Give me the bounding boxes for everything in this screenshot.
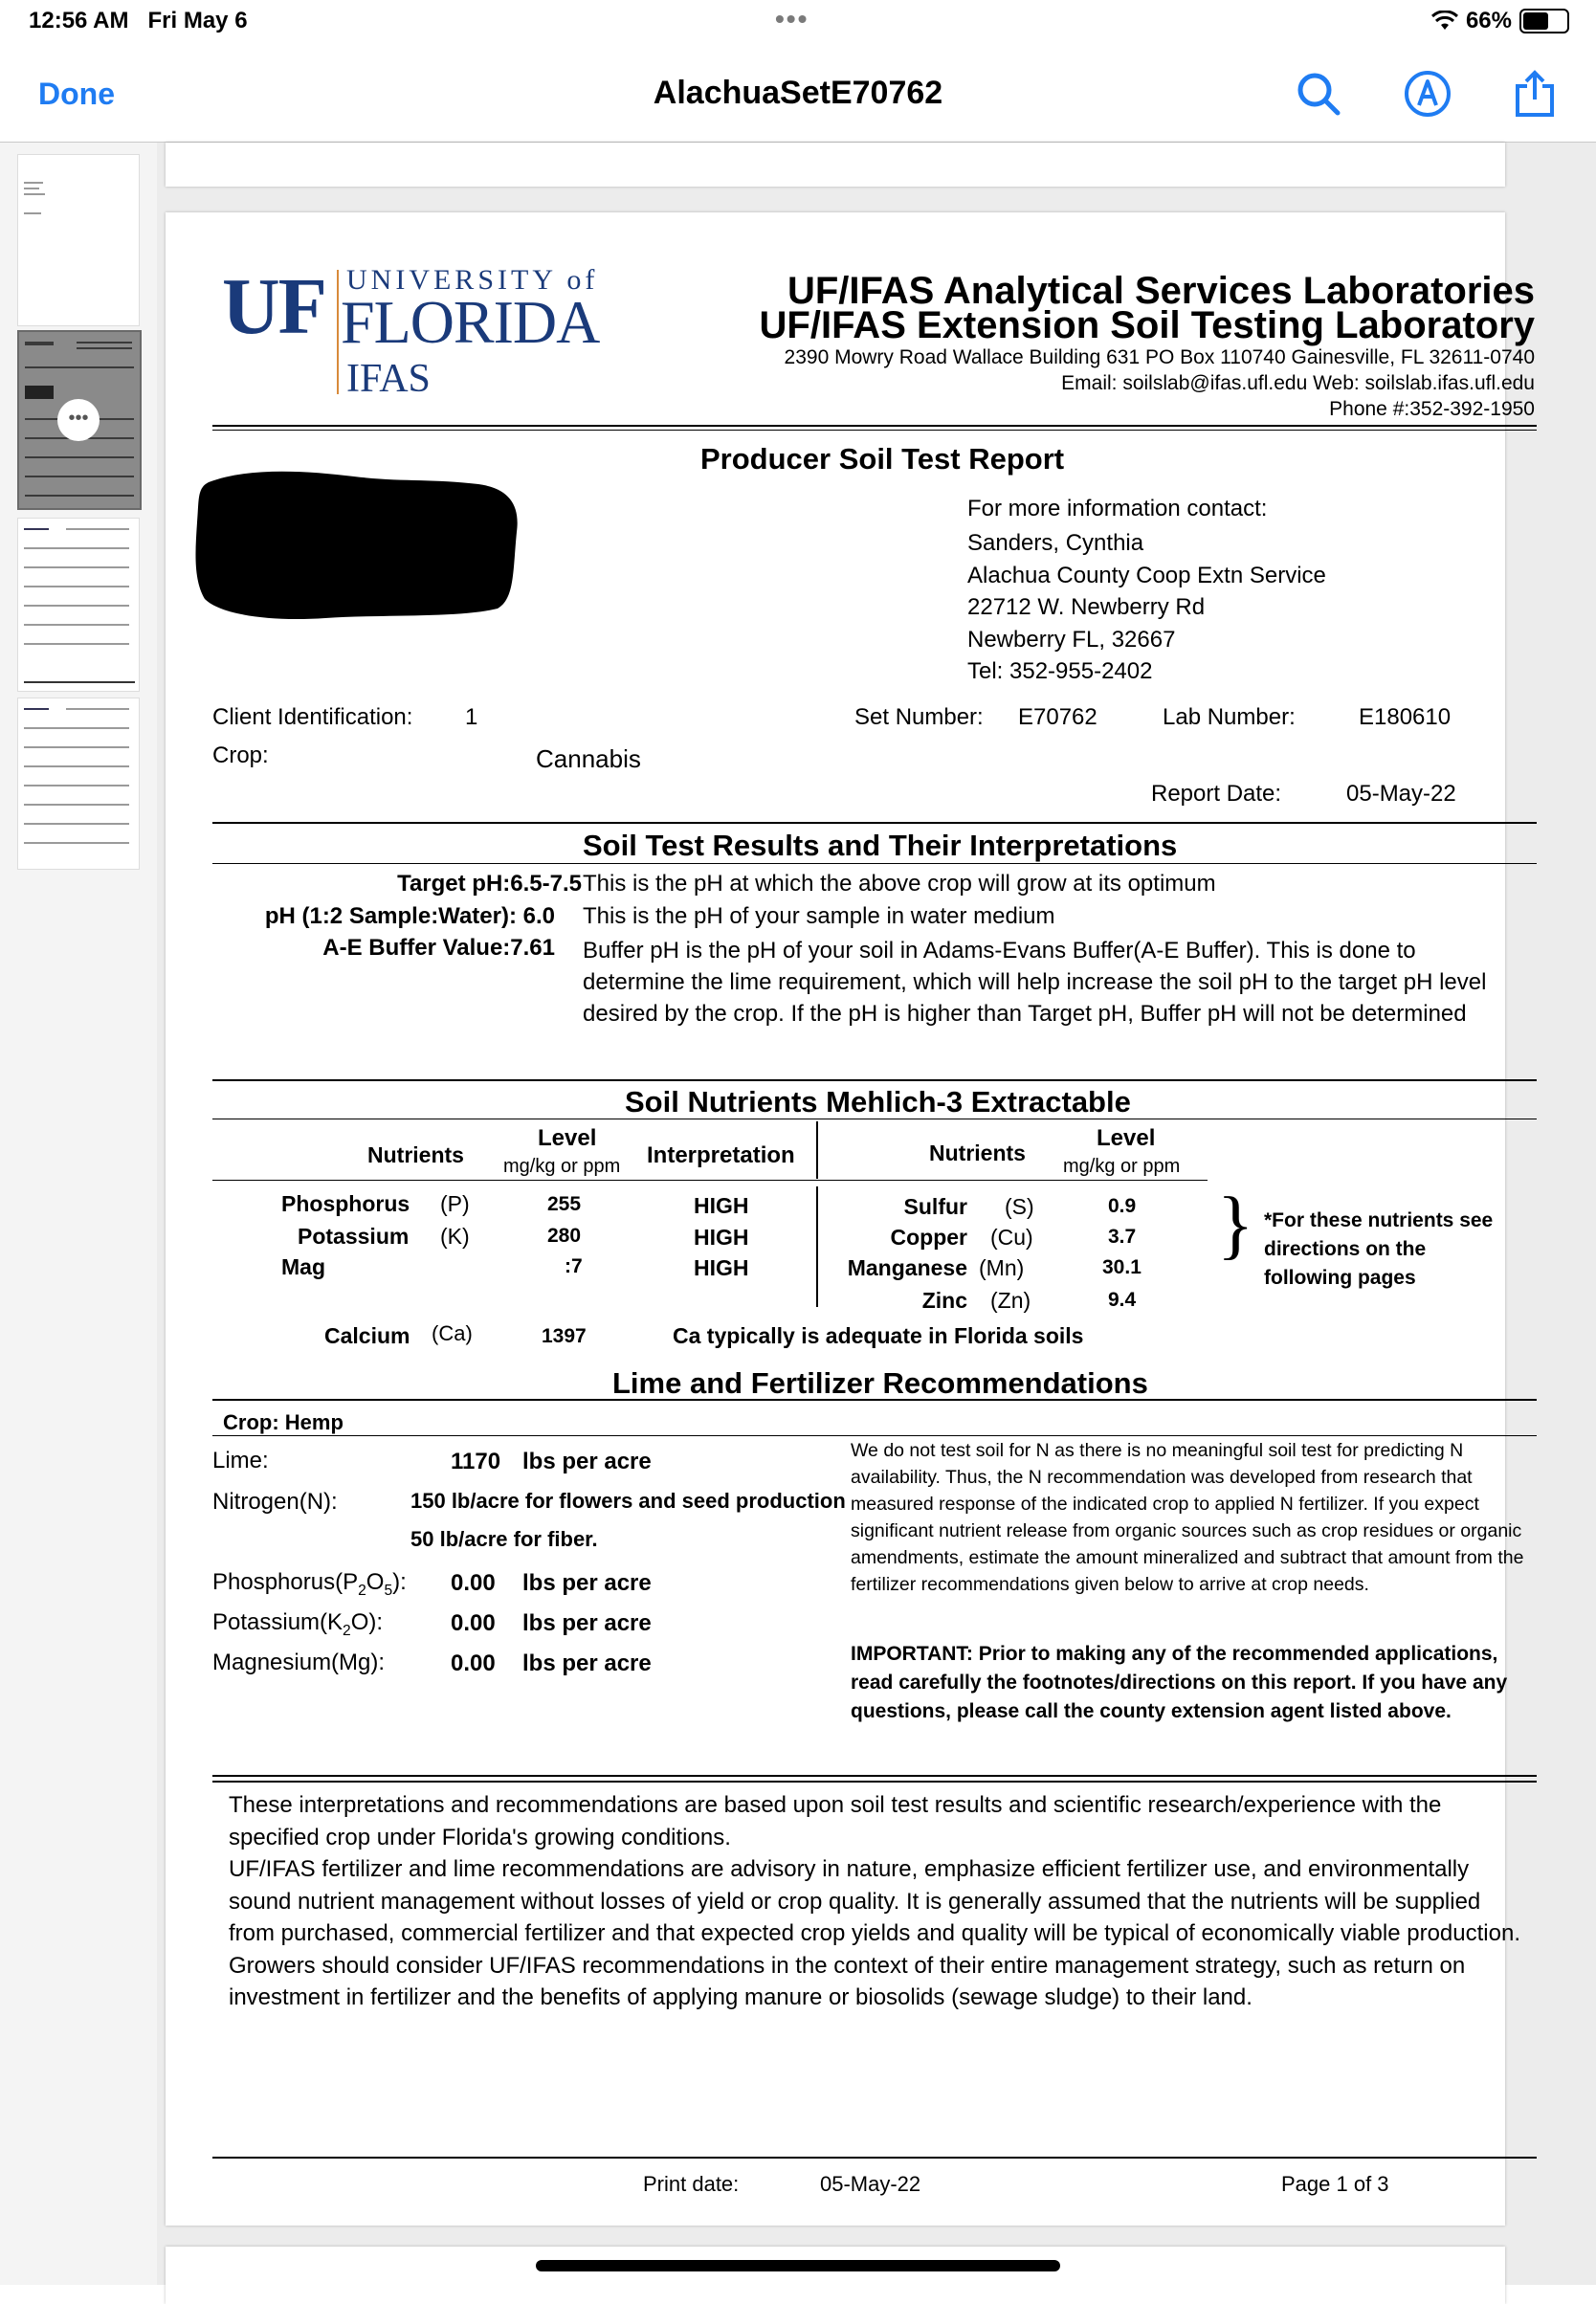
page-thumbnail[interactable] bbox=[17, 518, 140, 692]
results-title: Soil Test Results and Their Interpretations bbox=[583, 829, 1178, 862]
logo-ifas: IFAS bbox=[346, 357, 431, 401]
nutrient-symbol: (S) bbox=[1005, 1194, 1034, 1219]
nutrients-note-3: following pages bbox=[1264, 1267, 1416, 1289]
magnesium-label: Magnesium(Mg): bbox=[212, 1650, 386, 1675]
nutrient-interpretation: HIGH bbox=[694, 1255, 749, 1280]
magnesium-unit: lbs per acre bbox=[522, 1650, 652, 1676]
nitrogen-rec-1: 150 lb/acre for flowers and seed production bbox=[410, 1489, 846, 1513]
nutrient-name: Mag bbox=[281, 1254, 325, 1279]
report-title: Producer Soil Test Report bbox=[700, 442, 1065, 476]
client-id-value: 1 bbox=[465, 704, 478, 730]
lime-value: 1170 bbox=[451, 1449, 501, 1474]
magnesium-value: 0.00 bbox=[451, 1650, 496, 1676]
footer-rule bbox=[212, 2157, 1537, 2159]
results-rule bbox=[212, 822, 1537, 824]
nutrient-level: :7 bbox=[565, 1255, 583, 1277]
nutrient-interpretation: HIGH bbox=[694, 1193, 749, 1218]
client-id-label: Client Identification: bbox=[212, 704, 413, 730]
contact-street: 22712 W. Newberry Rd bbox=[967, 594, 1206, 620]
logo-florida: FLORIDA bbox=[341, 288, 600, 356]
lime-unit: lbs per acre bbox=[522, 1449, 652, 1474]
lime-label: Lime: bbox=[212, 1448, 269, 1473]
calcium-name: Calcium bbox=[324, 1323, 410, 1348]
disclaimer-para-1: These interpretations and recommendations are based upon soil test results and scientific research/experience with the specified crop under Florida's growing conditions. bbox=[229, 1792, 1442, 1850]
page-thumbnail[interactable] bbox=[17, 154, 140, 326]
thumbnail-more-icon[interactable]: ••• bbox=[57, 399, 100, 441]
search-icon[interactable] bbox=[1292, 67, 1345, 121]
lab-address: 2390 Mowry Road Wallace Building 631 PO Box 110740 Gainesville, FL 32611-0740 bbox=[784, 346, 1535, 368]
report-date-value: 05-May-22 bbox=[1346, 781, 1456, 807]
contact-heading: For more information contact: bbox=[967, 496, 1268, 521]
crop-label: Crop: bbox=[212, 742, 269, 768]
set-number-label: Set Number: bbox=[854, 704, 984, 730]
nitrogen-rec-2: 50 lb/acre for fiber. bbox=[410, 1527, 598, 1551]
uf-logo: UF bbox=[222, 262, 325, 351]
important-note: IMPORTANT: Prior to making any of the recommended applications, read carefully the footnotes/directions on this report. If you have any questions, please call the county extension agent listed above. bbox=[851, 1643, 1508, 1722]
calcium-level: 1397 bbox=[542, 1325, 587, 1347]
crop-value: Cannabis bbox=[536, 744, 641, 773]
col-nutrients-left: Nutrients bbox=[367, 1142, 464, 1167]
nutrient-symbol: (Cu) bbox=[990, 1225, 1033, 1250]
nutrients-note-1: *For these nutrients see bbox=[1264, 1209, 1494, 1231]
nutrient-name: Potassium bbox=[298, 1224, 410, 1249]
lab-name-1: UF/IFAS Analytical Services Laboratories bbox=[787, 270, 1535, 312]
nutrient-level: 280 bbox=[547, 1225, 582, 1247]
recommendations-rule bbox=[212, 1399, 1537, 1401]
nutrient-symbol: (Mn) bbox=[979, 1255, 1025, 1280]
document-title: AlachuaSetE70762 bbox=[653, 75, 943, 111]
nutrient-name: Phosphorus bbox=[281, 1191, 410, 1216]
sample-ph-desc: This is the pH of your sample in water medium bbox=[583, 903, 1055, 929]
nutrients-note-2: directions on the bbox=[1264, 1238, 1427, 1260]
nutrients-col-divider-body bbox=[816, 1186, 818, 1307]
calcium-symbol: (Ca) bbox=[432, 1321, 473, 1345]
nutrient-symbol: (P) bbox=[440, 1191, 470, 1216]
lab-name-2: UF/IFAS Extension Soil Testing Laboratory bbox=[759, 304, 1535, 346]
nitrogen-note: We do not test soil for N as there is no meaningful soil test for predicting N availability. Thus, the N recommendation was developed from research that measured response of the indicated crop to applied N fertilizer. If you expect significant nutrient release from organic sources such as crop residues or organic amendments, estimate the amount mineralized and subtract that amount from the fertilizer recommendations given below to arrive at crop needs. bbox=[851, 1440, 1524, 1595]
lab-phone: Phone #:352-392-1950 bbox=[1329, 398, 1535, 420]
page-thumbnail[interactable] bbox=[17, 698, 140, 870]
sample-ph: pH (1:2 Sample:Water): 6.0 bbox=[264, 903, 555, 929]
lab-number-value: E180610 bbox=[1359, 704, 1452, 730]
rec-crop: Crop: Hemp bbox=[223, 1410, 344, 1434]
nutrient-brace-icon: } bbox=[1217, 1183, 1254, 1267]
buffer-desc: Buffer pH is the pH of your soil in Adams-Evans Buffer(A-E Buffer). This is done to determine the lime requirement, which will help increase the soil pH to the target pH level desired by the crop. If the pH is higher than Target pH, Buffer pH will not be determined bbox=[583, 938, 1487, 1027]
lab-number-label: Lab Number: bbox=[1163, 704, 1296, 730]
wifi-icon bbox=[1431, 11, 1458, 32]
potassium-label: $Potassium(K_2O)$: bbox=[212, 1609, 384, 1639]
home-indicator[interactable] bbox=[536, 2260, 1060, 2271]
nutrient-name: Copper bbox=[890, 1225, 967, 1250]
contact-city: Newberry FL, 32667 bbox=[967, 627, 1176, 653]
phosphorus-unit: lbs per acre bbox=[522, 1570, 652, 1596]
logo-divider bbox=[337, 270, 339, 394]
nutrients-title: Soil Nutrients Mehlich-3 Extractable bbox=[625, 1085, 1131, 1119]
contact-tel: Tel: 352-955-2402 bbox=[967, 658, 1153, 684]
page-thumbnail-selected[interactable] bbox=[17, 330, 142, 510]
next-page bbox=[166, 2247, 1505, 2304]
nutrient-level: 0.9 bbox=[1108, 1195, 1137, 1217]
col-nutrients-right: Nutrients bbox=[929, 1141, 1026, 1165]
recommendations-title: Lime and Fertilizer Recommendations bbox=[612, 1366, 1148, 1400]
disclaimer-rule bbox=[212, 1775, 1537, 1777]
nutrient-name: Sulfur bbox=[903, 1194, 967, 1219]
target-ph-desc: This is the pH at which the above crop will grow at its optimum bbox=[583, 871, 1216, 897]
nutrient-symbol: (Zn) bbox=[990, 1288, 1031, 1313]
nutrient-level: 255 bbox=[547, 1193, 582, 1215]
nutrient-name: Manganese bbox=[847, 1255, 967, 1280]
share-icon[interactable] bbox=[1508, 67, 1562, 121]
nutrient-name: Zinc bbox=[921, 1288, 967, 1313]
nutrient-interpretation: HIGH bbox=[694, 1225, 749, 1250]
nitrogen-label: Nitrogen(N): bbox=[212, 1489, 338, 1515]
buffer-value: A-E Buffer Value:7.61 bbox=[322, 935, 555, 961]
lab-email-web: Email: soilslab@ifas.ufl.edu Web: soilslab.ifas.ufl.edu bbox=[1061, 372, 1535, 394]
logo-university-of: UNIVERSITY of bbox=[346, 264, 599, 296]
phosphorus-label: $Phosphorus(P_2O_5)$: bbox=[212, 1569, 407, 1599]
nutrient-level: 9.4 bbox=[1108, 1289, 1137, 1311]
markup-icon[interactable] bbox=[1401, 67, 1454, 121]
col-level-left: Level bbox=[538, 1125, 597, 1151]
potassium-value: 0.00 bbox=[451, 1610, 496, 1636]
nutrients-rule bbox=[212, 1079, 1537, 1081]
status-time: 12:56 AM Fri May 6 bbox=[29, 8, 248, 33]
disclaimer-para-2: UF/IFAS fertilizer and lime recommendations are advisory in nature, emphasize efficient fertilizer use, and environmentally sound nutrient management without losses of yield or crop quality. It is generally assumed that the nutrients will be supplied from purchased, commercial fertilizer and that expected crop yields and quality will be typical of economically viable production. Growers should consider UF/IFAS recommendations in the context of their entire management strategy, such as return on investment in fertilizer and the benefits of applying manure or biosolids (sewage sludge) to their land. bbox=[229, 1856, 1520, 2010]
battery-icon bbox=[1519, 9, 1569, 33]
battery-percent: 66% bbox=[1465, 8, 1512, 33]
set-number-value: E70762 bbox=[1018, 704, 1097, 730]
nav-bar bbox=[0, 46, 1596, 143]
phosphorus-value: 0.00 bbox=[451, 1570, 496, 1596]
col-interpretation: Interpretation bbox=[647, 1142, 795, 1168]
redacted-address-mark bbox=[191, 465, 522, 622]
nutrients-col-divider bbox=[816, 1121, 818, 1179]
target-ph: Target pH:6.5-7.5 bbox=[397, 871, 582, 897]
done-button[interactable]: Done bbox=[38, 77, 115, 111]
status-battery bbox=[1431, 8, 1569, 34]
potassium-unit: lbs per acre bbox=[522, 1610, 652, 1636]
col-units-right: mg/kg or ppm bbox=[1063, 1156, 1181, 1177]
status-bar bbox=[0, 0, 1596, 46]
nutrient-symbol: (K) bbox=[440, 1224, 470, 1249]
contact-office: Alachua County Coop Extn Service bbox=[967, 563, 1326, 588]
col-level-right: Level bbox=[1097, 1125, 1156, 1151]
col-units-left: mg/kg or ppm bbox=[503, 1156, 621, 1177]
nutrient-level: 3.7 bbox=[1108, 1226, 1137, 1248]
contact-name: Sanders, Cynthia bbox=[967, 530, 1144, 556]
calcium-note: Ca typically is adequate in Florida soils bbox=[673, 1323, 1084, 1348]
thumbnail-sidebar[interactable] bbox=[0, 143, 157, 2285]
page-number: Page 1 of 3 bbox=[1281, 2172, 1389, 2196]
nutrient-level: 30.1 bbox=[1102, 1256, 1142, 1278]
header-rule bbox=[212, 425, 1537, 427]
print-date-label: Print date: bbox=[643, 2172, 740, 2196]
report-date-label: Report Date: bbox=[1151, 781, 1282, 807]
multitask-dots-icon[interactable]: ••• bbox=[775, 4, 809, 33]
print-date-value: 05-May-22 bbox=[820, 2172, 921, 2196]
previous-page bbox=[166, 143, 1505, 187]
